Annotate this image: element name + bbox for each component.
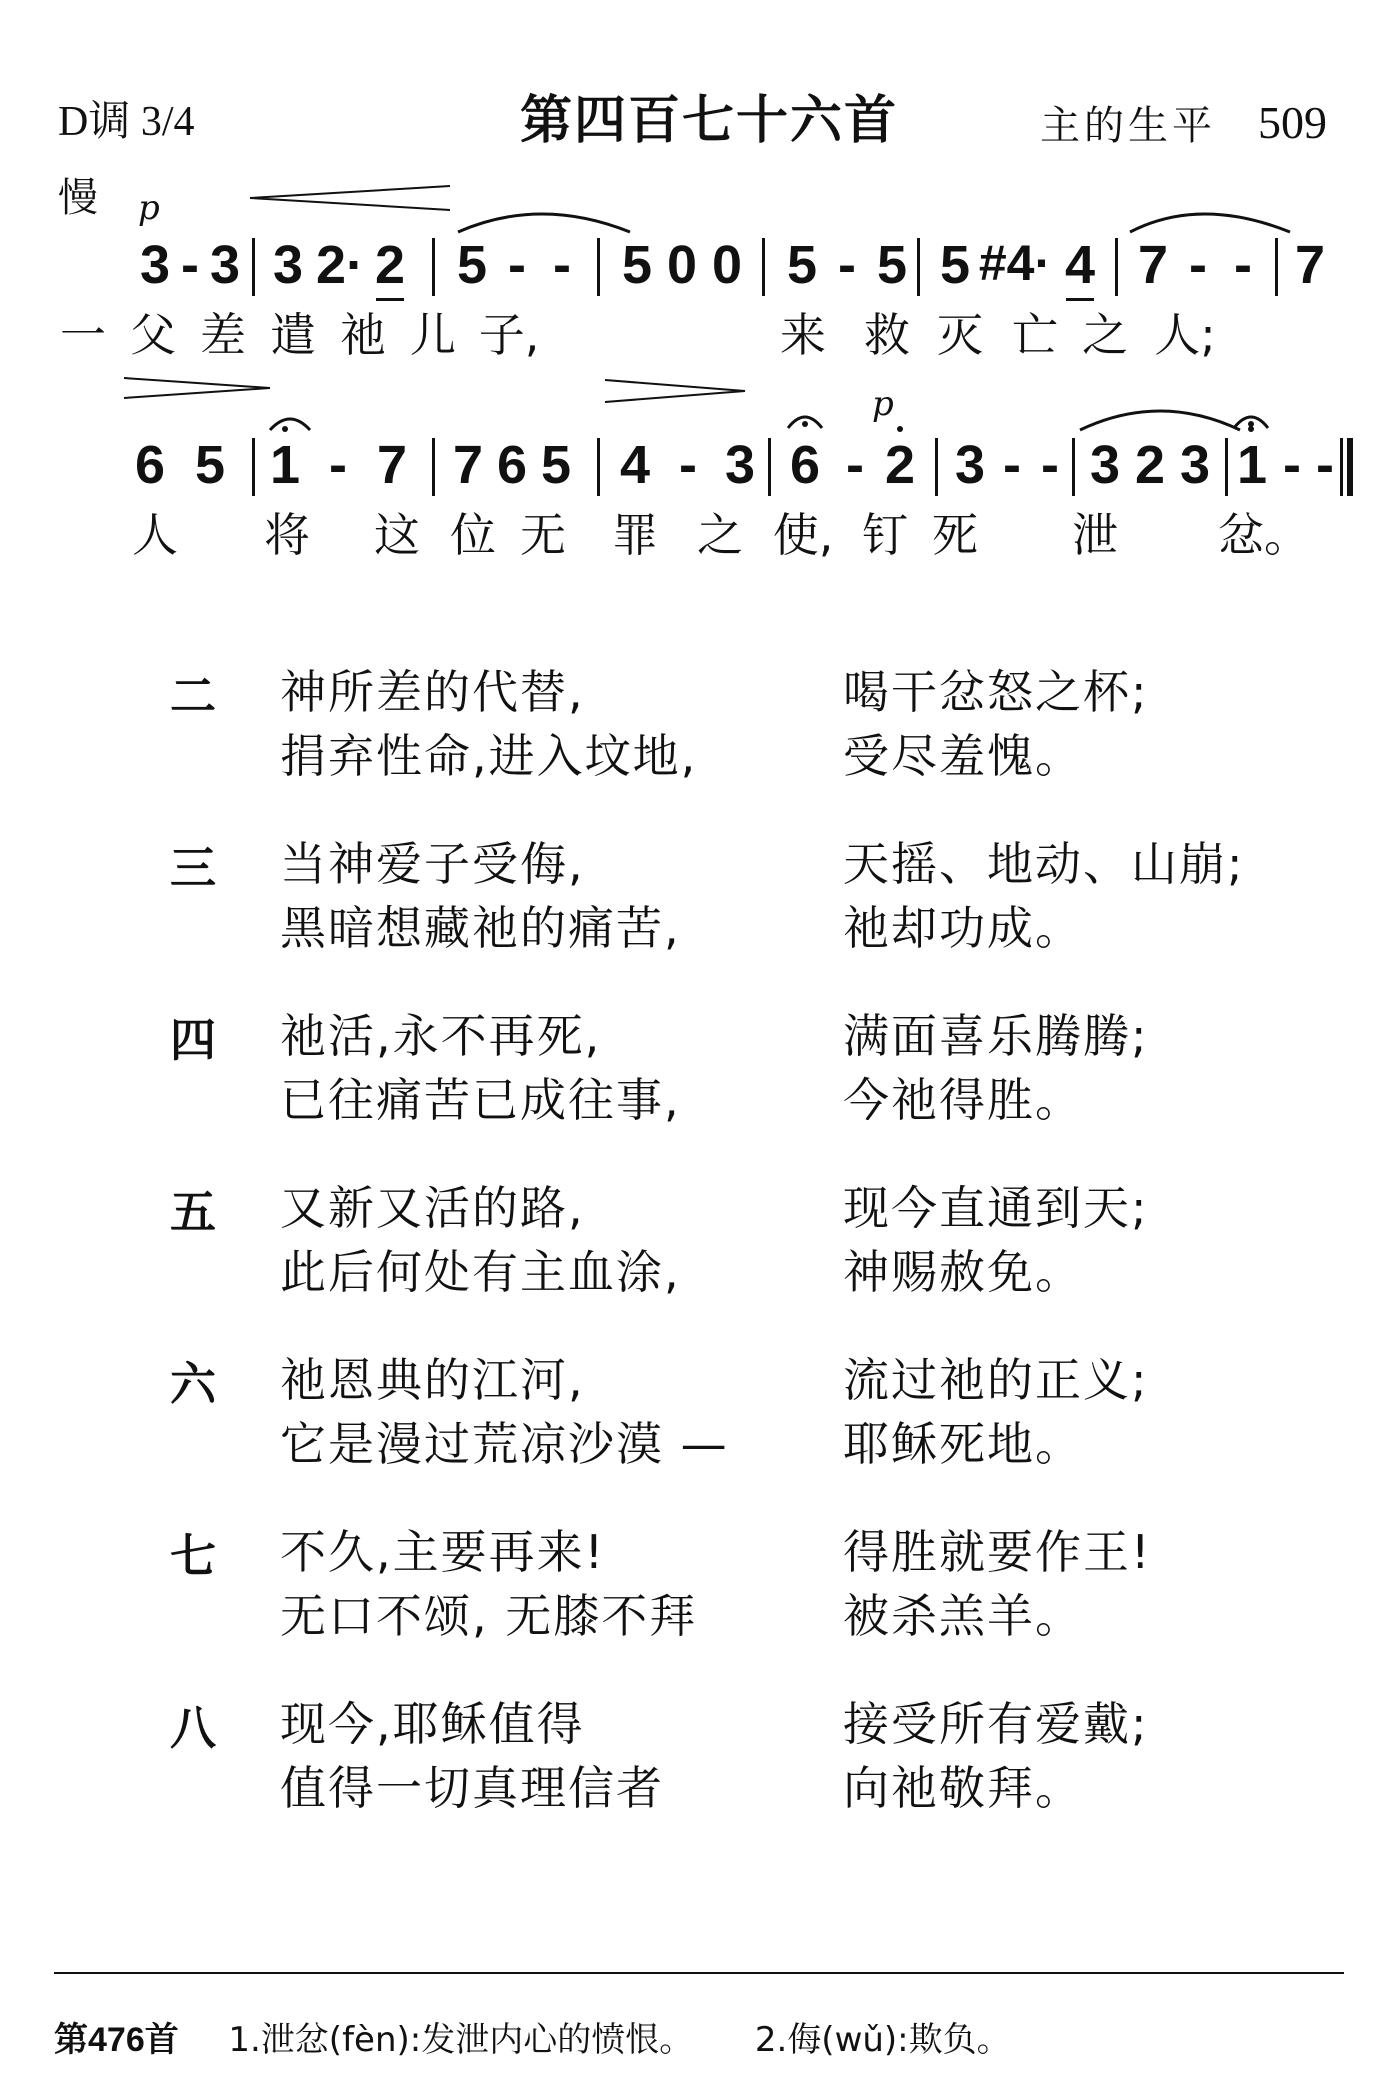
bar-line — [768, 438, 771, 496]
bar-line — [1225, 438, 1228, 496]
verse-line: 它是漫过荒凉沙漠 — — [280, 1417, 729, 1471]
bar-line — [1275, 238, 1278, 296]
note: 2 — [1134, 435, 1166, 495]
note: 1 — [269, 435, 301, 495]
final-bar-line-thick — [1347, 438, 1353, 496]
slur — [270, 419, 310, 430]
lyric: 罪 — [612, 508, 658, 562]
key-signature: D调 3/4 — [58, 99, 195, 145]
note: 3 — [272, 235, 304, 295]
verse-line: 当神爱子受侮, — [280, 837, 585, 891]
lyric: 儿 — [410, 308, 456, 362]
note: 4 — [1064, 235, 1096, 295]
verse-line: 向祂敬拜。 — [843, 1761, 1083, 1815]
hymn-title: 第四百七十六首 — [520, 91, 899, 151]
note-dash: - — [1003, 435, 1021, 495]
octave-dot — [897, 426, 903, 432]
footnote-label: 第476首 — [54, 2021, 179, 2059]
verse-line: 又新又活的路, — [280, 1181, 585, 1235]
note: 5 — [876, 235, 908, 295]
verse-line: 黑暗想藏祂的痛苦, — [280, 901, 681, 955]
verse-line: 值得一切真理信者 — [280, 1761, 664, 1815]
bar-line — [935, 438, 938, 496]
lyric: 之 — [1082, 308, 1128, 362]
lyric: 使, — [772, 508, 834, 562]
bar-line — [1072, 438, 1075, 496]
fermata-dot — [802, 421, 808, 427]
footnotes — [54, 2012, 1011, 2061]
note: 5 — [194, 435, 226, 495]
note: 7 — [1137, 235, 1169, 295]
lyric: 人 — [132, 508, 178, 562]
note: 6 — [496, 435, 528, 495]
note: 3 — [209, 235, 241, 295]
verse-line: 接受所有爱戴; — [843, 1697, 1149, 1751]
verse-line: 满面喜乐腾腾; — [843, 1009, 1149, 1063]
note: 2· — [315, 235, 364, 295]
verse-line: 喝干忿怒之杯; — [843, 665, 1149, 719]
note: 5 — [621, 235, 653, 295]
bar-line — [597, 438, 600, 496]
note-dash: - — [1041, 435, 1059, 495]
verse-number: 二 — [170, 669, 216, 723]
lyric: 人; — [1154, 308, 1216, 362]
verse-number: 五 — [170, 1185, 216, 1239]
verse-line: 被杀羔羊。 — [843, 1589, 1083, 1643]
dynamic-mark-piano: p — [872, 384, 894, 424]
lyric: 这 — [374, 508, 420, 562]
lyric: 祂 — [340, 308, 386, 362]
note-dash: - — [838, 235, 856, 295]
note: 3 — [724, 435, 756, 495]
bar-line — [432, 238, 435, 296]
verse-line: 现今直通到天; — [843, 1181, 1149, 1235]
note: 1 — [1236, 435, 1268, 495]
verse-line: 耶稣死地。 — [843, 1417, 1083, 1471]
bar-line — [252, 238, 255, 296]
note: 3 — [954, 435, 986, 495]
verse-line: 祂恩典的江河, — [280, 1353, 585, 1407]
verse-number: 八 — [170, 1701, 216, 1755]
verse-line: 流过祂的正义; — [843, 1353, 1149, 1407]
lyric: 钉 — [862, 508, 908, 562]
dynamic-mark-piano: p — [138, 188, 160, 228]
note-dash: - — [1316, 435, 1334, 495]
verse-line: 此后何处有主血涂, — [280, 1245, 681, 1299]
page-number: 509 — [1258, 97, 1327, 148]
verse-number: 三 — [170, 841, 216, 895]
verse-line: 不久,主要再来! — [280, 1525, 606, 1579]
lyric: 无 — [520, 508, 566, 562]
note: 5 — [939, 235, 971, 295]
lyric: 来 — [780, 308, 826, 362]
note-dash: - — [679, 435, 697, 495]
note-rest: 0 — [666, 235, 698, 295]
verse-number: 六 — [170, 1357, 216, 1411]
note-rest: 0 — [711, 235, 743, 295]
lyric: 父 — [130, 308, 176, 362]
note: 6 — [134, 435, 166, 495]
note-dash: - — [553, 235, 571, 295]
verse-line: 受尽羞愧。 — [843, 729, 1083, 783]
note: 7 — [376, 435, 408, 495]
footnote-2: 2.侮(wǔ):欺负。 — [754, 2020, 1011, 2060]
verse-number: 七 — [170, 1529, 216, 1583]
verse-line: 神赐赦免。 — [843, 1245, 1083, 1299]
note: 6 — [789, 435, 821, 495]
octave-dot — [1248, 426, 1254, 432]
verse-line: 天摇、地动、山崩; — [843, 837, 1245, 891]
bar-line — [597, 238, 600, 296]
slur — [458, 214, 630, 232]
crescendo-hairpin — [605, 380, 745, 402]
bar-line — [252, 438, 255, 496]
note-underline — [376, 298, 404, 301]
lyric: 位 — [450, 508, 496, 562]
note-underline — [1066, 298, 1094, 301]
slur — [1080, 411, 1240, 430]
lyric: 差 — [200, 308, 246, 362]
verse-line: 无口不颂, 无膝不拜 — [280, 1589, 698, 1643]
note: 3 — [1179, 435, 1211, 495]
note: 2 — [374, 235, 406, 295]
lyric: 救 — [864, 308, 910, 362]
note-dash: - — [1189, 235, 1207, 295]
crescendo-hairpin — [250, 186, 450, 210]
verse-line: 已往痛苦已成往事, — [280, 1073, 681, 1127]
lyric: 将 — [264, 508, 310, 562]
note-dash: - — [846, 435, 864, 495]
note: 5 — [456, 235, 488, 295]
verse-line: 今祂得胜。 — [843, 1073, 1083, 1127]
decrescendo-hairpin — [124, 378, 270, 398]
verse-line: 神所差的代替, — [280, 665, 585, 719]
final-bar-line — [1340, 438, 1343, 496]
lyric: 灭 — [937, 308, 983, 362]
verse-line: 捐弃性命,进入坟地, — [280, 729, 698, 783]
lyric: 子, — [478, 308, 540, 362]
lyric: 忿。 — [1218, 508, 1310, 562]
footer-divider — [54, 1972, 1344, 1974]
bar-line — [1115, 238, 1118, 296]
verse-line: 得胜就要作王! — [843, 1525, 1152, 1579]
note: 4 — [619, 435, 651, 495]
note-sharp: #4· — [978, 235, 1052, 291]
note: 7 — [452, 435, 484, 495]
hymn-subtitle: 主的生平 — [1040, 103, 1216, 149]
note-dash: - — [329, 435, 347, 495]
lyric: 亡 — [1012, 308, 1058, 362]
note-dash: - — [1234, 235, 1252, 295]
bar-line — [762, 238, 765, 296]
tempo-marking: 慢 — [58, 175, 98, 221]
footnote-1: 1.泄忿(fèn):发泄内心的愤恨。 — [228, 2020, 694, 2060]
bar-line — [917, 238, 920, 296]
lyric: 一 — [60, 308, 106, 362]
verse-line: 现今,耶稣值得 — [280, 1697, 585, 1751]
note-dash: - — [508, 235, 526, 295]
verse-line: 祂却功成。 — [843, 901, 1083, 955]
bar-line — [432, 438, 435, 496]
octave-dot — [282, 426, 288, 432]
lyric: 泄 — [1072, 508, 1118, 562]
note-dash: - — [1283, 435, 1301, 495]
lyric: 遣 — [270, 308, 316, 362]
lyric: 之 — [697, 508, 743, 562]
verse-number: 四 — [170, 1013, 216, 1067]
lyric: 死 — [932, 508, 978, 562]
note-dash: - — [181, 235, 199, 295]
slur — [1130, 214, 1290, 232]
note: 7 — [1294, 235, 1326, 295]
note: 3 — [1089, 435, 1121, 495]
note: 3 — [139, 235, 171, 295]
note: 5 — [786, 235, 818, 295]
verse-line: 祂活,永不再死, — [280, 1009, 602, 1063]
note: 2 — [884, 435, 916, 495]
note: 5 — [540, 435, 572, 495]
